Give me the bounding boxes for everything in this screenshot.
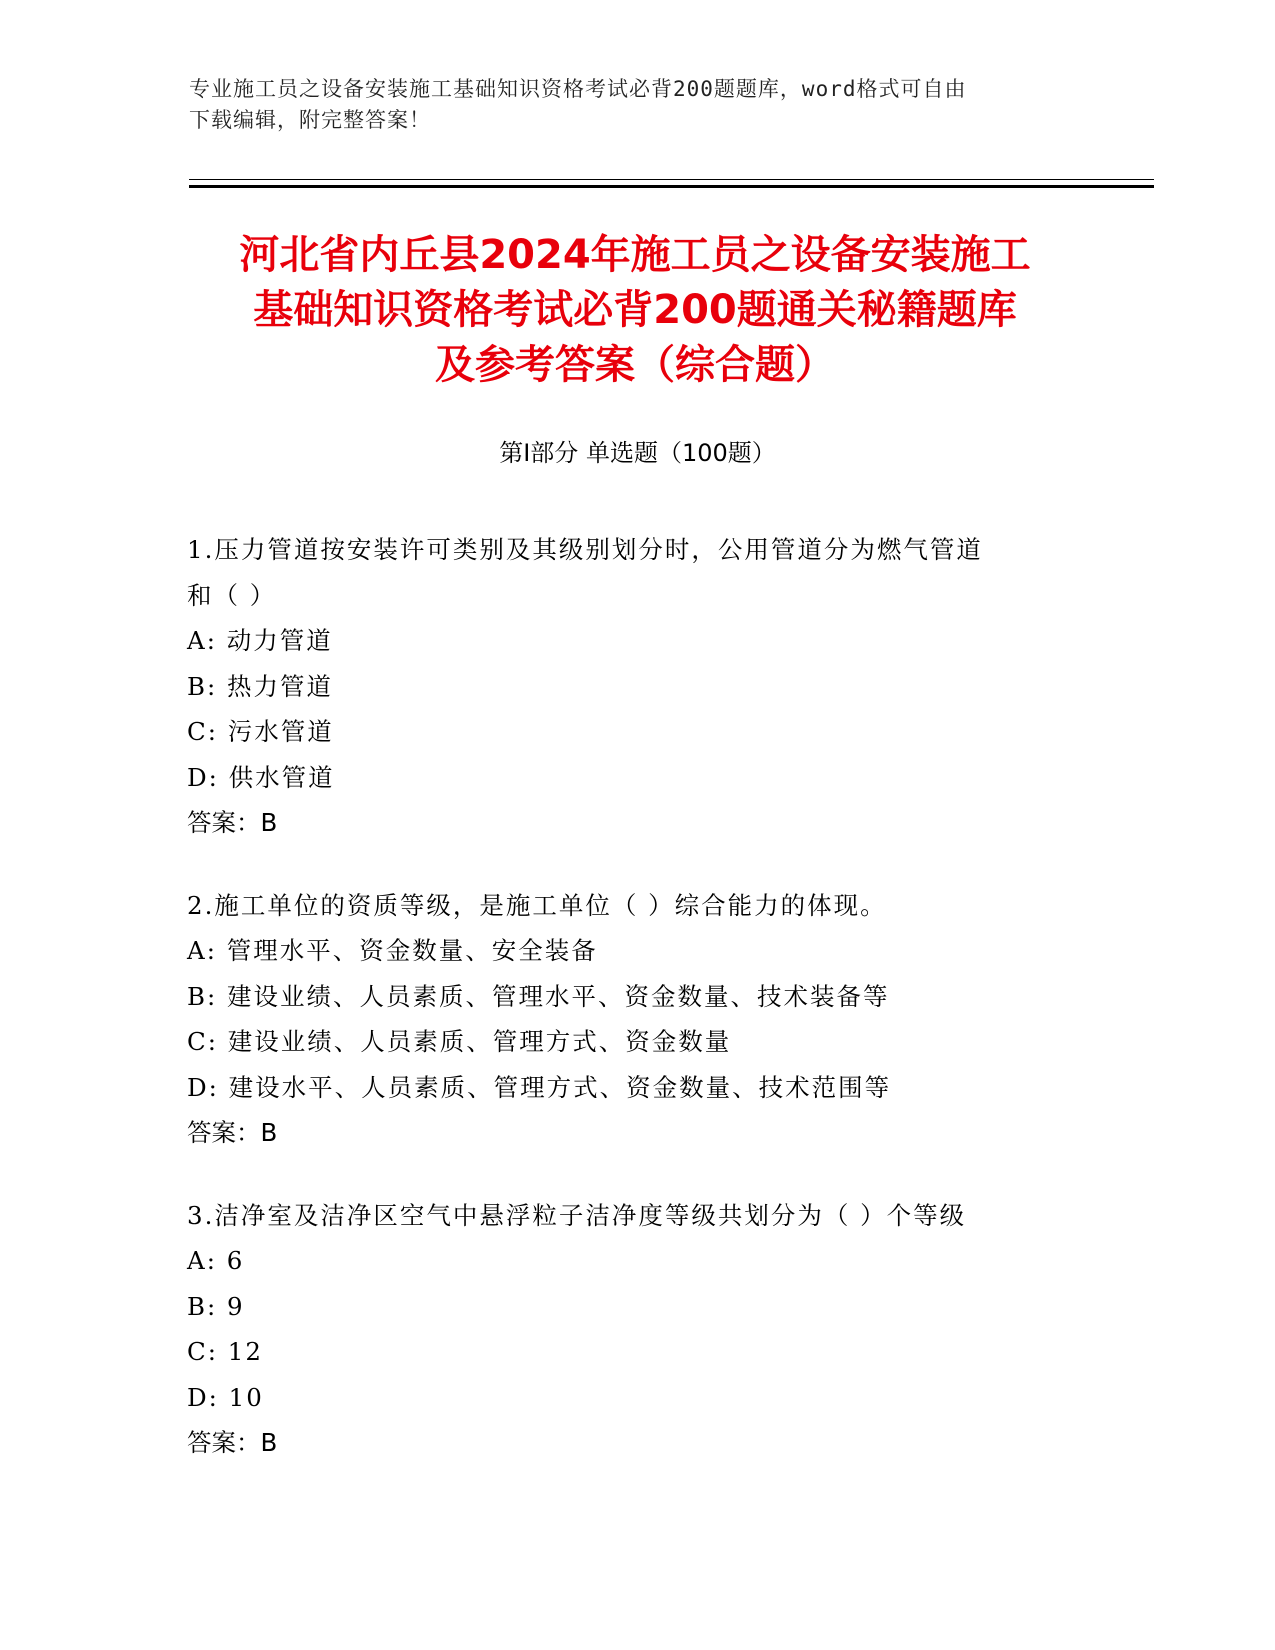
answer-line: 答案：B bbox=[187, 1118, 278, 1147]
question-list bbox=[187, 527, 1087, 1503]
option-c: C: 12 bbox=[187, 1337, 263, 1366]
option-a: A: 动力管道 bbox=[187, 626, 333, 655]
answer-line: 答案：B bbox=[187, 808, 278, 837]
document-header-note bbox=[189, 74, 1089, 136]
option-d: D: 10 bbox=[187, 1382, 264, 1412]
answer-line: 答案：B bbox=[187, 1428, 278, 1457]
question-stem-continued: 和（ ） bbox=[187, 580, 277, 610]
option-c: C: 污水管道 bbox=[187, 717, 334, 746]
option-d: D: 供水管道 bbox=[187, 762, 335, 792]
question-item bbox=[187, 883, 1087, 1156]
question-stem: 1.压力管道按安装许可类别及其级别划分时，公用管道分为燃气管道 bbox=[187, 535, 983, 564]
question-item bbox=[187, 1193, 1087, 1466]
title-line-3: 及参考答案（综合题） bbox=[435, 342, 835, 388]
option-a: A: 管理水平、资金数量、安全装备 bbox=[187, 936, 598, 965]
header-note-line-1: 专业施工员之设备安装施工基础知识资格考试必背200题题库，word格式可自由 bbox=[189, 77, 967, 101]
option-d: D: 建设水平、人员素质、管理方式、资金数量、技术范围等 bbox=[187, 1072, 892, 1102]
document-title bbox=[160, 228, 1110, 393]
question-item bbox=[187, 527, 1087, 846]
option-a: A: 6 bbox=[187, 1246, 245, 1275]
option-c: C: 建设业绩、人员素质、管理方式、资金数量 bbox=[187, 1027, 732, 1056]
option-b: B: 热力管道 bbox=[187, 671, 334, 701]
header-divider-thick bbox=[189, 185, 1154, 188]
option-b: B: 9 bbox=[187, 1291, 245, 1321]
title-line-1: 河北省内丘县2024年施工员之设备安装施工 bbox=[239, 232, 1031, 278]
question-stem: 2.施工单位的资质等级，是施工单位（ ）综合能力的体现。 bbox=[187, 890, 887, 920]
option-b: B: 建设业绩、人员素质、管理水平、资金数量、技术装备等 bbox=[187, 981, 890, 1011]
header-note-line-2: 下载编辑，附完整答案！ bbox=[189, 108, 431, 132]
section-heading: 第Ⅰ部分 单选题（100题） bbox=[499, 439, 776, 467]
title-line-2: 基础知识资格考试必背200题通关秘籍题库 bbox=[253, 287, 1017, 333]
header-divider-thin bbox=[189, 179, 1154, 180]
question-stem: 3.洁净室及洁净区空气中悬浮粒子洁净度等级共划分为（ ）个等级 bbox=[187, 1200, 967, 1230]
